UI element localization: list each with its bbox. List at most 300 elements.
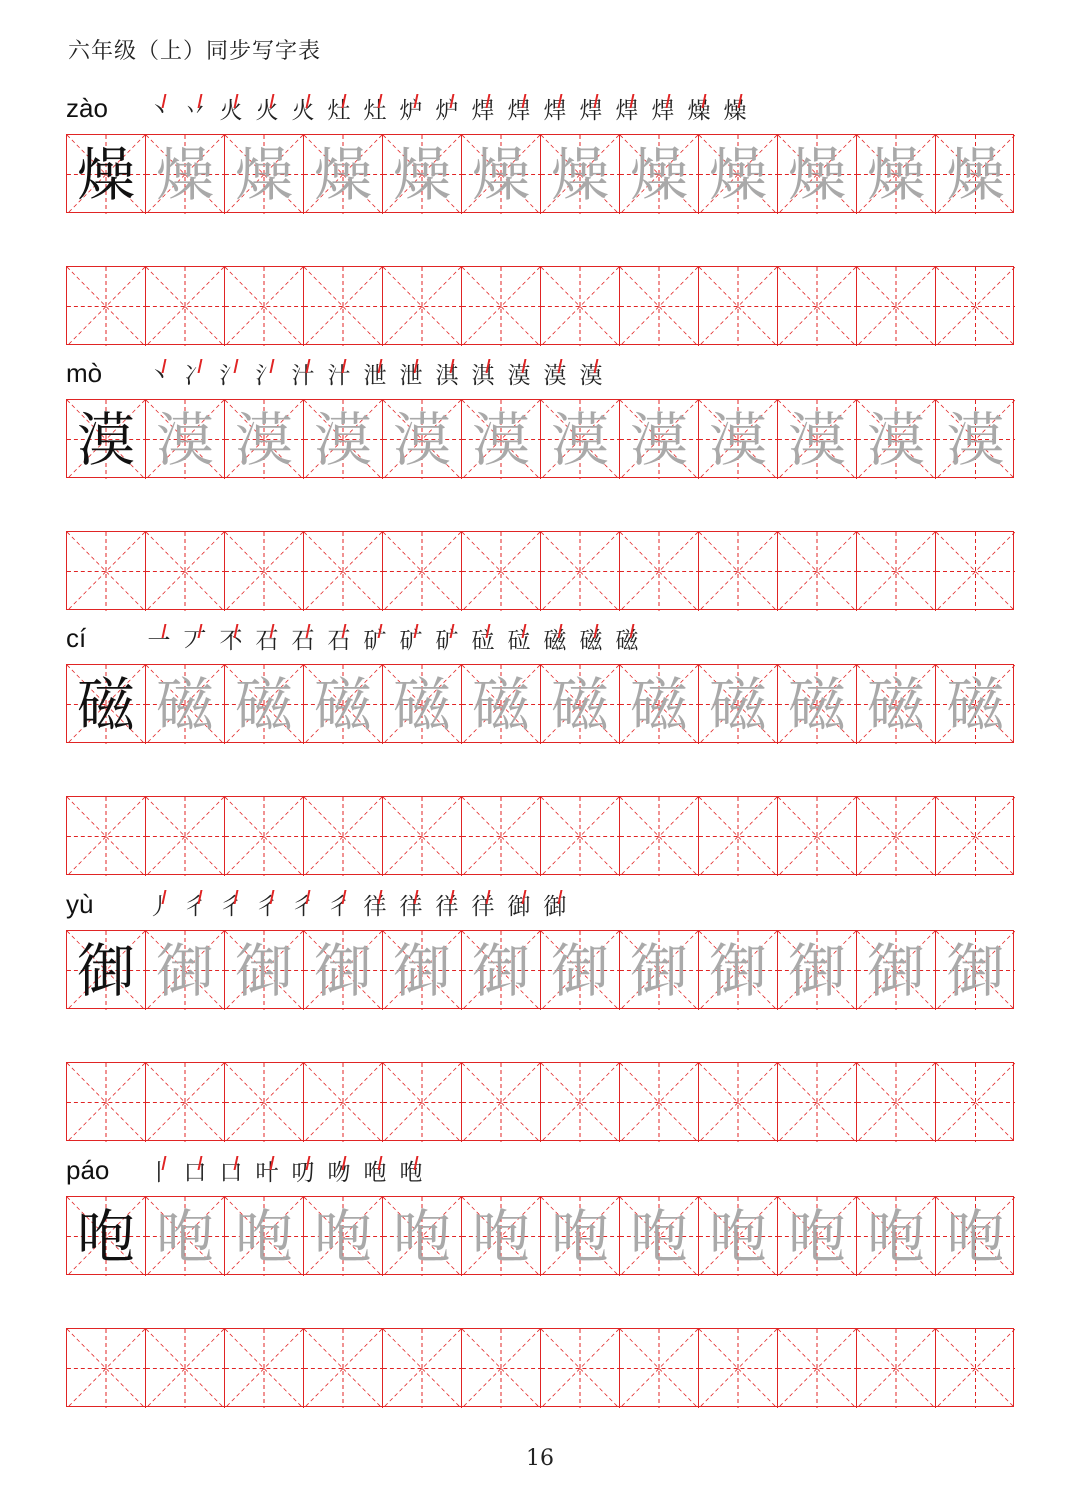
stroke-step <box>216 1154 246 1187</box>
practice-cell[interactable] <box>936 532 1015 611</box>
practice-cell[interactable] <box>778 1329 857 1408</box>
stroke-step <box>180 622 210 655</box>
stroke-step <box>360 357 390 390</box>
practice-cell[interactable] <box>778 532 857 611</box>
stroke-glyph: 燥 <box>723 97 747 124</box>
stroke-step <box>144 622 174 655</box>
practice-cell[interactable] <box>462 532 541 611</box>
stroke-step <box>180 357 210 390</box>
tracing-cell[interactable] <box>146 1197 225 1276</box>
practice-cell[interactable] <box>67 267 146 346</box>
tracing-cell[interactable] <box>462 665 541 744</box>
new-stroke-marker <box>378 624 389 638</box>
new-stroke-marker <box>414 890 425 904</box>
stroke-glyph: 火 <box>255 97 279 124</box>
new-stroke-marker <box>594 94 605 108</box>
model-character-cell[interactable] <box>67 400 146 479</box>
model-character: 咆 <box>76 1202 135 1271</box>
tracing-cell[interactable] <box>541 400 620 479</box>
stroke-glyph: 御 <box>543 893 567 920</box>
stroke-glyph: 淇 <box>471 362 495 389</box>
new-stroke-marker <box>162 94 173 108</box>
stroke-step <box>432 622 462 655</box>
new-stroke-marker <box>558 890 569 904</box>
trace-character: 咆 <box>471 1202 530 1271</box>
practice-cell[interactable] <box>304 532 383 611</box>
new-stroke-marker <box>306 890 317 904</box>
tracing-grid-row <box>66 134 1014 213</box>
new-stroke-marker <box>378 359 389 373</box>
new-stroke-marker <box>198 94 209 108</box>
practice-cell[interactable] <box>146 1329 225 1408</box>
stroke-glyph: 丷 <box>183 97 207 124</box>
stroke-step <box>144 888 174 921</box>
practice-cell[interactable] <box>383 1063 462 1142</box>
stroke-glyph: 炉 <box>399 97 423 124</box>
tracing-cell[interactable] <box>225 665 304 744</box>
pinyin: zào <box>66 92 108 123</box>
stroke-glyph: 焊 <box>651 97 675 124</box>
tracing-cell[interactable] <box>304 135 383 214</box>
tracing-cell[interactable] <box>462 1197 541 1276</box>
trace-character: 御 <box>155 936 214 1005</box>
trace-character: 漠 <box>708 405 767 474</box>
practice-cell[interactable] <box>304 1329 383 1408</box>
model-character: 磁 <box>76 670 135 739</box>
stroke-glyph: 火 <box>291 97 315 124</box>
stroke-step <box>540 92 570 125</box>
new-stroke-marker <box>414 94 425 108</box>
stroke-step <box>504 888 534 921</box>
stroke-glyph: 彳 <box>327 893 351 920</box>
stroke-glyph: 咆 <box>363 1159 387 1186</box>
new-stroke-marker <box>198 1156 209 1170</box>
stroke-step <box>612 622 642 655</box>
tracing-cell[interactable] <box>146 135 225 214</box>
practice-cell[interactable] <box>620 1063 699 1142</box>
new-stroke-marker <box>198 890 209 904</box>
tracing-cell[interactable] <box>936 135 1015 214</box>
tracing-cell[interactable] <box>541 931 620 1010</box>
practice-cell[interactable] <box>304 1063 383 1142</box>
practice-cell[interactable] <box>936 797 1015 876</box>
tracing-cell[interactable] <box>383 400 462 479</box>
stroke-glyph: 徉 <box>471 893 495 920</box>
new-stroke-marker <box>306 94 317 108</box>
stroke-step <box>360 888 390 921</box>
tracing-cell[interactable] <box>778 931 857 1010</box>
new-stroke-marker <box>414 359 425 373</box>
stroke-step <box>684 92 714 125</box>
trace-character: 御 <box>787 936 846 1005</box>
stroke-step <box>360 622 390 655</box>
stroke-step <box>324 92 354 125</box>
practice-cell[interactable] <box>541 1063 620 1142</box>
tracing-cell[interactable] <box>620 1197 699 1276</box>
tracing-cell[interactable] <box>936 400 1015 479</box>
empty-practice-row <box>66 531 1014 610</box>
stroke-step <box>468 888 498 921</box>
practice-cell[interactable] <box>699 797 778 876</box>
empty-practice-row <box>66 1062 1014 1141</box>
practice-cell[interactable] <box>67 532 146 611</box>
stroke-step <box>432 92 462 125</box>
stroke-step <box>720 92 750 125</box>
tracing-cell[interactable] <box>225 400 304 479</box>
tracing-cell[interactable] <box>383 135 462 214</box>
trace-character: 漠 <box>787 405 846 474</box>
stroke-glyph: 吻 <box>327 1159 351 1186</box>
stroke-order <box>144 92 750 125</box>
trace-character: 磁 <box>392 670 451 739</box>
practice-cell[interactable] <box>936 1063 1015 1142</box>
practice-cell[interactable] <box>383 267 462 346</box>
practice-cell[interactable] <box>699 1063 778 1142</box>
trace-character: 燥 <box>708 140 767 209</box>
stroke-step <box>504 357 534 390</box>
tracing-cell[interactable] <box>383 931 462 1010</box>
practice-cell[interactable] <box>778 797 857 876</box>
stroke-step <box>324 1154 354 1187</box>
stroke-glyph: 焊 <box>579 97 603 124</box>
stroke-step <box>360 1154 390 1187</box>
tracing-cell[interactable] <box>225 135 304 214</box>
practice-cell[interactable] <box>857 267 936 346</box>
practice-cell[interactable] <box>699 1329 778 1408</box>
tracing-cell[interactable] <box>304 1197 383 1276</box>
new-stroke-marker <box>342 1156 353 1170</box>
stroke-step <box>216 622 246 655</box>
practice-cell[interactable] <box>620 797 699 876</box>
new-stroke-marker <box>486 359 497 373</box>
trace-character: 漠 <box>392 405 451 474</box>
tracing-cell[interactable] <box>225 1197 304 1276</box>
trace-character: 燥 <box>866 140 925 209</box>
trace-character: 御 <box>392 936 451 1005</box>
practice-cell[interactable] <box>541 267 620 346</box>
stroke-step <box>252 357 282 390</box>
model-character-cell[interactable] <box>67 135 146 214</box>
tracing-cell[interactable] <box>699 665 778 744</box>
practice-cell[interactable] <box>541 532 620 611</box>
practice-cell[interactable] <box>857 797 936 876</box>
trace-character: 磁 <box>471 670 530 739</box>
tracing-cell[interactable] <box>620 135 699 214</box>
new-stroke-marker <box>162 624 173 638</box>
tracing-cell[interactable] <box>699 135 778 214</box>
stroke-step <box>252 1154 282 1187</box>
tracing-cell[interactable] <box>936 931 1015 1010</box>
trace-character: 御 <box>550 936 609 1005</box>
stroke-glyph: 石 <box>255 627 279 654</box>
new-stroke-marker <box>306 624 317 638</box>
trace-character: 燥 <box>392 140 451 209</box>
practice-cell[interactable] <box>146 1063 225 1142</box>
trace-character: 燥 <box>946 140 1005 209</box>
stroke-glyph: 徉 <box>363 893 387 920</box>
tracing-cell[interactable] <box>936 665 1015 744</box>
practice-cell[interactable] <box>541 1329 620 1408</box>
new-stroke-marker <box>306 359 317 373</box>
new-stroke-marker <box>342 624 353 638</box>
stroke-step <box>216 357 246 390</box>
stroke-glyph: 不 <box>219 627 243 654</box>
trace-character: 咆 <box>866 1202 925 1271</box>
pinyin: cí <box>66 622 87 653</box>
tracing-cell[interactable] <box>541 665 620 744</box>
tracing-cell[interactable] <box>462 400 541 479</box>
practice-cell[interactable] <box>620 267 699 346</box>
stroke-step <box>468 357 498 390</box>
stroke-step <box>180 92 210 125</box>
stroke-glyph: 磁 <box>579 627 603 654</box>
new-stroke-marker <box>414 624 425 638</box>
tracing-cell[interactable] <box>620 400 699 479</box>
practice-cell[interactable] <box>699 532 778 611</box>
empty-practice-row <box>66 796 1014 875</box>
stroke-step <box>216 92 246 125</box>
practice-cell[interactable] <box>699 267 778 346</box>
trace-character: 咆 <box>392 1202 451 1271</box>
stroke-step <box>396 92 426 125</box>
trace-character: 咆 <box>708 1202 767 1271</box>
stroke-step <box>144 92 174 125</box>
pinyin-stroke-line <box>66 886 570 922</box>
practice-cell[interactable] <box>146 797 225 876</box>
practice-cell[interactable] <box>225 267 304 346</box>
tracing-cell[interactable] <box>936 1197 1015 1276</box>
tracing-cell[interactable] <box>462 135 541 214</box>
tracing-cell[interactable] <box>699 1197 778 1276</box>
new-stroke-marker <box>234 1156 245 1170</box>
model-character: 燥 <box>76 140 135 209</box>
stroke-step <box>144 1154 174 1187</box>
new-stroke-marker <box>234 94 245 108</box>
stroke-glyph: 丶 <box>147 97 171 124</box>
trace-character: 燥 <box>313 140 372 209</box>
trace-character: 漠 <box>866 405 925 474</box>
stroke-glyph: 彳 <box>255 893 279 920</box>
tracing-cell[interactable] <box>857 135 936 214</box>
practice-cell[interactable] <box>462 1063 541 1142</box>
tracing-cell[interactable] <box>146 931 225 1010</box>
pinyin: yù <box>66 888 94 919</box>
stroke-order <box>144 357 606 390</box>
tracing-cell[interactable] <box>383 1197 462 1276</box>
stroke-step <box>468 622 498 655</box>
practice-cell[interactable] <box>936 1329 1015 1408</box>
trace-character: 磁 <box>313 670 372 739</box>
practice-cell[interactable] <box>304 797 383 876</box>
new-stroke-marker <box>450 359 461 373</box>
tracing-cell[interactable] <box>857 665 936 744</box>
practice-cell[interactable] <box>383 532 462 611</box>
practice-cell[interactable] <box>462 1329 541 1408</box>
stroke-glyph: 泄 <box>363 362 387 389</box>
pinyin: páo <box>66 1154 110 1185</box>
new-stroke-marker <box>270 890 281 904</box>
stroke-step <box>360 92 390 125</box>
stroke-step <box>576 622 606 655</box>
tracing-grid-row <box>66 399 1014 478</box>
new-stroke-marker <box>558 359 569 373</box>
tracing-cell[interactable] <box>541 1197 620 1276</box>
practice-cell[interactable] <box>67 797 146 876</box>
new-stroke-marker <box>594 359 605 373</box>
tracing-cell[interactable] <box>857 400 936 479</box>
practice-cell[interactable] <box>778 267 857 346</box>
tracing-cell[interactable] <box>304 400 383 479</box>
practice-cell[interactable] <box>383 1329 462 1408</box>
stroke-glyph: 彳 <box>291 893 315 920</box>
stroke-step <box>432 357 462 390</box>
pinyin-stroke-line <box>66 1152 426 1188</box>
trace-character: 燥 <box>787 140 846 209</box>
pinyin-stroke-line <box>66 620 642 656</box>
new-stroke-marker <box>198 624 209 638</box>
stroke-glyph: 汁 <box>327 362 351 389</box>
practice-cell[interactable] <box>857 1329 936 1408</box>
trace-character: 咆 <box>313 1202 372 1271</box>
new-stroke-marker <box>450 94 461 108</box>
trace-character: 漠 <box>629 405 688 474</box>
tracing-cell[interactable] <box>304 931 383 1010</box>
practice-cell[interactable] <box>462 797 541 876</box>
practice-cell[interactable] <box>225 1063 304 1142</box>
stroke-step <box>504 622 534 655</box>
practice-cell[interactable] <box>146 267 225 346</box>
trace-character: 御 <box>629 936 688 1005</box>
tracing-grid-row <box>66 930 1014 1009</box>
practice-cell[interactable] <box>936 267 1015 346</box>
stroke-order <box>144 1154 426 1187</box>
new-stroke-marker <box>522 94 533 108</box>
stroke-order <box>144 888 570 921</box>
tracing-cell[interactable] <box>857 931 936 1010</box>
stroke-step <box>324 888 354 921</box>
model-character-cell[interactable] <box>67 931 146 1010</box>
tracing-cell[interactable] <box>699 400 778 479</box>
stroke-step <box>288 357 318 390</box>
practice-cell[interactable] <box>857 1063 936 1142</box>
practice-cell[interactable] <box>778 1063 857 1142</box>
trace-character: 御 <box>234 936 293 1005</box>
stroke-step <box>576 357 606 390</box>
tracing-cell[interactable] <box>699 931 778 1010</box>
practice-cell[interactable] <box>857 532 936 611</box>
new-stroke-marker <box>270 624 281 638</box>
practice-cell[interactable] <box>541 797 620 876</box>
tracing-cell[interactable] <box>462 931 541 1010</box>
trace-character: 咆 <box>155 1202 214 1271</box>
practice-cell[interactable] <box>620 532 699 611</box>
practice-cell[interactable] <box>225 797 304 876</box>
tracing-cell[interactable] <box>620 931 699 1010</box>
new-stroke-marker <box>234 359 245 373</box>
new-stroke-marker <box>270 94 281 108</box>
practice-cell[interactable] <box>146 532 225 611</box>
practice-cell[interactable] <box>225 1329 304 1408</box>
stroke-step <box>576 92 606 125</box>
new-stroke-marker <box>162 359 173 373</box>
stroke-glyph: 泄 <box>399 362 423 389</box>
trace-character: 御 <box>471 936 530 1005</box>
stroke-glyph: 氵 <box>219 362 243 389</box>
new-stroke-marker <box>414 1156 425 1170</box>
tracing-cell[interactable] <box>541 135 620 214</box>
tracing-cell[interactable] <box>778 1197 857 1276</box>
tracing-cell[interactable] <box>383 665 462 744</box>
stroke-glyph: 矿 <box>399 627 423 654</box>
stroke-glyph: 漠 <box>579 362 603 389</box>
stroke-step <box>324 357 354 390</box>
practice-cell[interactable] <box>620 1329 699 1408</box>
tracing-cell[interactable] <box>304 665 383 744</box>
practice-cell[interactable] <box>67 1063 146 1142</box>
trace-character: 漠 <box>471 405 530 474</box>
new-stroke-marker <box>234 890 245 904</box>
trace-character: 燥 <box>471 140 530 209</box>
practice-cell[interactable] <box>462 267 541 346</box>
model-character-cell[interactable] <box>67 665 146 744</box>
trace-character: 磁 <box>629 670 688 739</box>
stroke-glyph: 口 <box>183 1159 207 1186</box>
new-stroke-marker <box>702 94 713 108</box>
stroke-step <box>612 92 642 125</box>
practice-cell[interactable] <box>304 267 383 346</box>
model-character: 御 <box>76 936 135 1005</box>
new-stroke-marker <box>342 890 353 904</box>
stroke-glyph: 咆 <box>399 1159 423 1186</box>
new-stroke-marker <box>522 359 533 373</box>
new-stroke-marker <box>270 1156 281 1170</box>
stroke-glyph: 冫 <box>183 362 207 389</box>
model-character-cell[interactable] <box>67 1197 146 1276</box>
trace-character: 磁 <box>234 670 293 739</box>
tracing-cell[interactable] <box>778 135 857 214</box>
practice-cell[interactable] <box>383 797 462 876</box>
stroke-glyph: 炉 <box>435 97 459 124</box>
tracing-cell[interactable] <box>857 1197 936 1276</box>
practice-cell[interactable] <box>225 532 304 611</box>
new-stroke-marker <box>234 624 245 638</box>
tracing-cell[interactable] <box>778 400 857 479</box>
new-stroke-marker <box>162 1156 173 1170</box>
tracing-cell[interactable] <box>146 400 225 479</box>
stroke-glyph: 汁 <box>291 362 315 389</box>
new-stroke-marker <box>342 94 353 108</box>
new-stroke-marker <box>198 359 209 373</box>
trace-character: 御 <box>866 936 925 1005</box>
trace-character: 咆 <box>234 1202 293 1271</box>
stroke-glyph: 漠 <box>507 362 531 389</box>
trace-character: 磁 <box>946 670 1005 739</box>
practice-cell[interactable] <box>67 1329 146 1408</box>
tracing-cell[interactable] <box>620 665 699 744</box>
new-stroke-marker <box>738 94 749 108</box>
new-stroke-marker <box>450 624 461 638</box>
trace-character: 燥 <box>629 140 688 209</box>
stroke-glyph: 彳 <box>183 893 207 920</box>
stroke-step <box>540 888 570 921</box>
tracing-cell[interactable] <box>225 931 304 1010</box>
tracing-cell[interactable] <box>778 665 857 744</box>
stroke-glyph: 火 <box>219 97 243 124</box>
new-stroke-marker <box>558 94 569 108</box>
pinyin-stroke-line <box>66 90 750 126</box>
stroke-step <box>288 888 318 921</box>
tracing-cell[interactable] <box>146 665 225 744</box>
